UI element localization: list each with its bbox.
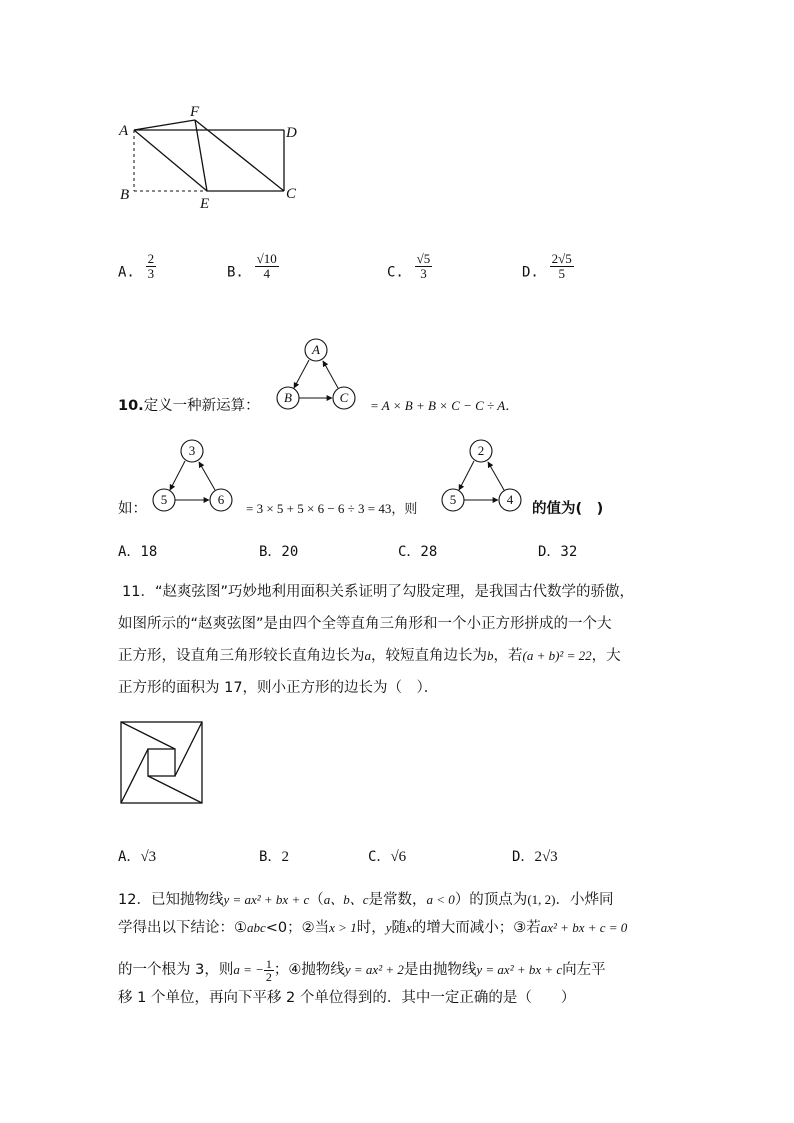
ex1-node-top-label: 3: [188, 443, 196, 458]
q12-l2-c: 时，: [356, 920, 386, 936]
q10-text: 定义一种新运算：: [143, 398, 260, 414]
q11-line-3-c: ，若: [493, 648, 523, 664]
q11-line-3-a: 正方形，设直角三角形较长直角边长为: [118, 648, 365, 664]
inner-line-1: [121, 722, 175, 749]
arrow-a-to-b: [294, 360, 309, 388]
q11-option-b-value: 2: [281, 849, 289, 865]
label-c: C: [286, 186, 297, 202]
ex2-node-left-label: 5: [449, 492, 457, 507]
inner-line-2: [175, 722, 202, 776]
q11-option-a-letter: A．: [118, 849, 141, 865]
q12-l1-d: ）的顶点为: [454, 892, 528, 908]
q11-option-d-value: 2√3: [534, 849, 558, 865]
label-b: B: [120, 187, 130, 203]
q9-option-a-letter: A.: [118, 264, 135, 281]
q12-l3-a: 的一个根为 3，则: [118, 962, 234, 978]
q11-option-a-value: √3: [140, 849, 157, 865]
ex1-node-left-label: 5: [160, 492, 168, 507]
q12-l2-x: x > 1: [329, 920, 357, 935]
q9-option-c[interactable]: [387, 251, 432, 287]
outer-square: [121, 722, 202, 803]
q10-example1-formula: [246, 499, 417, 519]
q9-option-b-fraction: [255, 252, 279, 281]
q11-option-c-letter: C．: [368, 849, 391, 865]
q12-l2-d: 随: [391, 920, 406, 936]
ex2-arrow-right-to-top: [488, 462, 504, 490]
q12-l3-f1: y = ax² + bx + c: [476, 962, 563, 977]
label-f: F: [190, 104, 200, 120]
q9-option-b[interactable]: [227, 251, 279, 287]
q12-l1-e: ．小烨同: [555, 892, 614, 908]
q10-definition-formula: = A × B + B × C − C ÷ A．: [370, 398, 519, 413]
ex1-arrow-top-to-left: [170, 461, 185, 490]
label-a: A: [119, 123, 129, 139]
q10-option-d[interactable]: D．32: [538, 544, 578, 560]
q12-l3-f2: y = ax² + 2: [344, 962, 404, 977]
q11-line-2: 如图所示的“赵爽弦图”是由四个全等直角三角形和一个小正方形拼成的一个大: [118, 616, 612, 632]
q11-option-d-letter: D．: [512, 849, 535, 865]
segment-af: [134, 120, 195, 130]
q9-option-b-num: √10: [256, 251, 277, 266]
node-a-label: A: [312, 342, 320, 357]
q10-example-prefix: 如：: [118, 501, 147, 517]
q9-option-d-den: 5: [558, 266, 565, 281]
q12-l1-cond: a < 0: [426, 892, 455, 907]
node-b-label: B: [284, 390, 292, 405]
q12-l1-b: （: [309, 892, 324, 908]
ex2-node-right-label: 4: [506, 492, 514, 507]
q12-l2-eq: ax² + bx + c = 0: [540, 920, 628, 935]
ex2-node-top-label: 2: [477, 443, 485, 458]
q10-example1-diagram: [145, 437, 240, 517]
q12-line-1: [118, 890, 613, 910]
q12-l2-b: <0；②当: [265, 920, 330, 936]
label-e: E: [200, 196, 210, 212]
q12-l2-abc: abc: [247, 920, 266, 935]
q12-l3-num: 1: [265, 956, 272, 971]
q11-option-d[interactable]: [512, 846, 558, 867]
q9-option-d-num: 2√5: [551, 251, 572, 266]
q12-l3-fraction: [264, 958, 274, 983]
q10-option-c[interactable]: C．28: [398, 544, 438, 560]
q9-option-a[interactable]: [118, 251, 156, 287]
q12-l3-c: 是由抛物线: [403, 962, 477, 978]
rectangle-figure: [110, 100, 310, 215]
q11-option-a[interactable]: [118, 846, 156, 867]
q11-formula: (a + b)² = 22: [522, 648, 592, 663]
q9-option-a-den: 3: [147, 266, 155, 281]
inner-square: [148, 749, 175, 776]
q9-option-c-letter: C.: [387, 264, 404, 281]
q11-line-1: 11．“赵爽弦图”巧妙地利用面积关系证明了勾股定理，是我国古代数学的骄傲，: [122, 584, 634, 600]
q10-intro: [118, 396, 260, 416]
label-d: D: [286, 125, 297, 141]
q9-option-b-den: 4: [263, 266, 270, 281]
q11-var-b: b: [487, 648, 494, 663]
node-c-label: C: [339, 390, 349, 405]
hyp-1: [121, 722, 202, 803]
segment-ae: [134, 130, 207, 191]
q12-l1-vars: a、b、c: [323, 892, 369, 907]
q11-option-c-value: √6: [390, 849, 407, 865]
q10-definition-diagram: [270, 335, 362, 415]
arrow-c-to-a: [323, 361, 338, 388]
q12-l1-c: 是常数，: [368, 892, 427, 908]
q12-l1-formula: y = ax² + bx + c: [223, 892, 310, 907]
q9-option-d[interactable]: [522, 251, 574, 287]
q11-option-c[interactable]: [368, 846, 406, 867]
q9-option-c-den: 3: [420, 266, 427, 281]
q12-line-4: 移 1 个单位，再向下平移 2 个单位得到的．其中一定正确的是（ ）: [118, 990, 576, 1006]
q9-option-c-num: √5: [416, 251, 431, 266]
q11-option-b[interactable]: [259, 846, 289, 867]
q10-example2-diagram: [434, 437, 529, 517]
q11-line-4: 正方形的面积为 17，则小正方形的边长为（ ）．: [118, 680, 439, 696]
q10-option-a[interactable]: A．18: [118, 544, 158, 560]
inner-line-4: [121, 749, 148, 803]
q9-option-a-fraction: [146, 252, 157, 281]
zhao-shuang-diagram: [119, 720, 205, 806]
q12-line-3: [118, 956, 606, 984]
q9-option-c-fraction: [415, 252, 433, 281]
q11-var-a: a: [364, 648, 371, 663]
q12-l2-xx: x: [405, 920, 412, 935]
q10-number: 10.: [118, 398, 144, 414]
ex1-arrow-right-to-top: [199, 462, 215, 490]
ex1-node-right-label: 6: [217, 492, 225, 507]
q12-l3-den: 2: [265, 969, 272, 984]
q10-example2-suffix: 的值为( ): [532, 501, 604, 517]
q9-option-d-letter: D.: [522, 264, 539, 281]
q10-example1-formula-text: = 3 × 5 + 5 × 6 − 6 ÷ 3 = 43，则: [246, 501, 418, 516]
ex2-arrow-top-to-left: [459, 461, 474, 490]
q10-option-b[interactable]: B．20: [259, 544, 299, 560]
q12-l2-e: 的增大而减小；③若: [411, 920, 541, 936]
q11-line-3: [118, 646, 621, 666]
q12-l1-a: 12．已知抛物线: [118, 892, 224, 908]
q12-l3-d: 向左平: [562, 962, 606, 978]
q11-option-b-letter: B．: [259, 849, 282, 865]
q12-l3-val-prefix: a = −: [233, 962, 264, 977]
q12-l2-y: y: [385, 920, 392, 935]
inner-line-3: [148, 776, 202, 803]
q9-option-a-num: 2: [147, 251, 155, 266]
q12-l2-a: 学得出以下结论：①: [118, 920, 247, 936]
q11-line-3-b: ，较短直角边长为: [371, 648, 487, 664]
q12-line-2: [118, 918, 627, 938]
q9-option-d-fraction: [550, 252, 574, 281]
q12-l1-vertex: (1, 2): [527, 892, 556, 907]
q11-line-3-d: ，大: [591, 648, 621, 664]
q12-l3-b: ；④抛物线: [273, 962, 345, 978]
q9-option-b-letter: B.: [227, 264, 244, 281]
